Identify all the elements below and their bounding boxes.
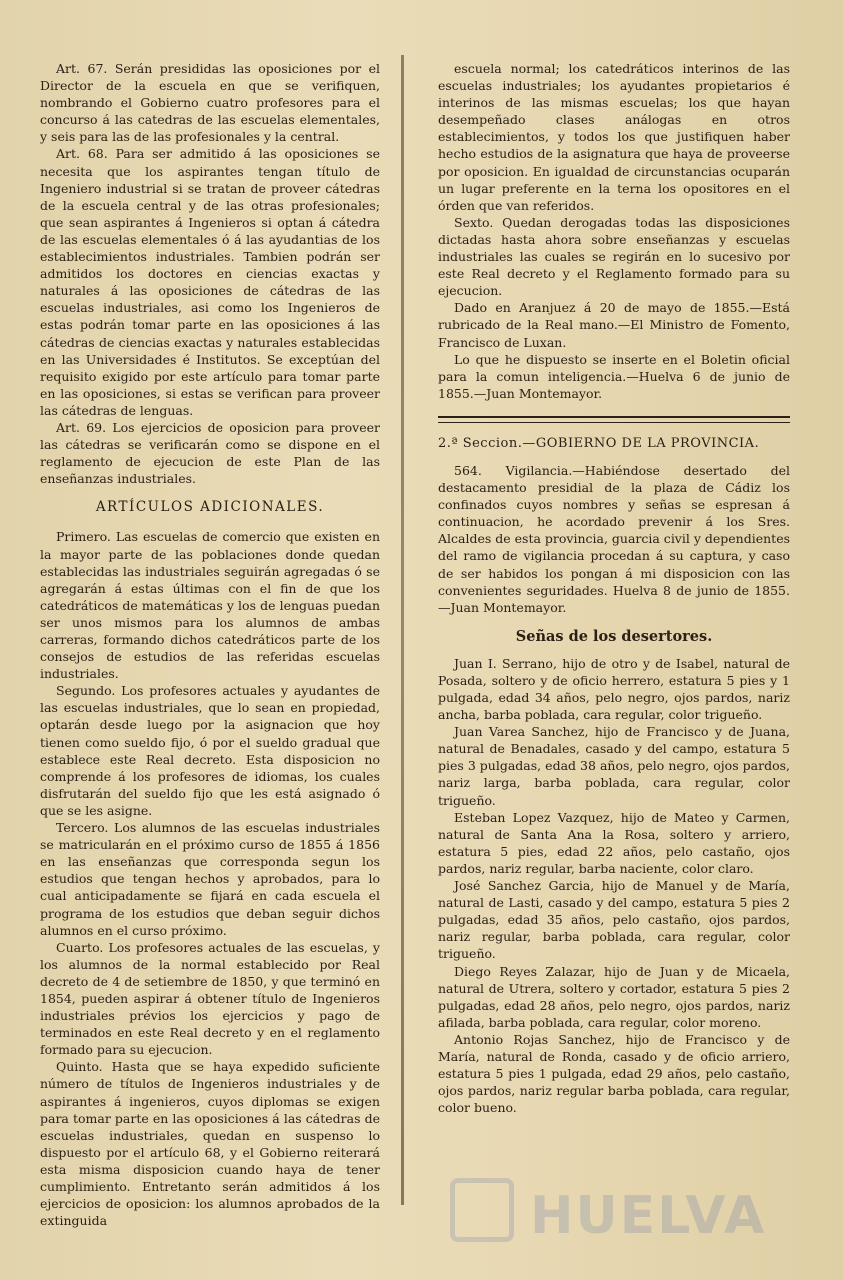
additional-third: Tercero. Los alumnos de las escuelas industriales se matricularán en el próximo curso de 1855 á 1856 en las enseñanzas que corresponda segun los estudios que tengan hechos y aprobados, para lo cual anticipadamente se fijará en cada escuela el programa de los estudios que deban seguir dichos alumnos en el curso próximo.	[40, 820, 380, 938]
sixth-article: Sexto. Quedan derogadas todas las disposiciones dictadas hasta ahora sobre enseñanzas y escuelas industriales las cuales se regirán en lo sucesivo por este Real decreto y el Reglamento formado para su ejecucion.	[438, 214, 790, 299]
deserter-entry: Esteban Lopez Vazquez, hijo de Mateo y Carmen, natural de Santa Ana la Rosa, soltero y arriero, estatura 5 pies, edad 22 años, pelo castaño, ojos pardos, nariz regular, barba naciente, color claro.	[438, 809, 790, 876]
deserter-entry: Antonio Rojas Sanchez, hijo de Francisco y de María, natural de Ronda, casado y de oficio arriero, estatura 5 pies 1 pulgada, edad 29 años, pelo castaño, ojos pardos, nariz regular barba poblada, cara regular, color bueno.	[438, 1031, 790, 1116]
additional-second: Segundo. Los profesores actuales y ayudantes de las escuelas industriales, que lo sean en propiedad, optarán desde luego por la asignacion que hoy tienen como sueldo fijo, ó por el sueldo gradual que establece este Real decreto. Esta disposicion no comprende á los profesores de idiomas, los cuales disfrutarán del sueldo fijo que les está asignado ó que se les asigne.	[40, 683, 380, 818]
continuation-paragraph: escuela normal; los catedráticos interinos de las escuelas industriales; los ayudantes propietarios é interinos de las mismas escuelas; los que hayan desempeñado clases análogas en otros establecimientos, y todos los que justifiquen haber hecho estudios de la asignatura que haya de proveerse por oposicion. En igualdad de circunstancias ocuparán un lugar preferente en la terna los opositores en el órden que van referidos.	[438, 61, 790, 213]
additional-first: Primero. Las escuelas de comercio que existen en la mayor parte de las poblaciones donde quedan establecidas las industriales seguirán agregadas ó se agregarán á estas últimas con el fin de que los catedráticos de matemáticas y los de lenguas puedan ser unos mismos para los alumnos de ambas carreras, formando dichos catedráticos parte de los consejos de estudios de las referidas escuelas industriales.	[40, 529, 380, 682]
watermark-logo-icon	[450, 1178, 514, 1242]
vigilancia-notice: 564. Vigilancia.—Habiéndose desertado del destacamento presidial de la plaza de Cádiz los confinados cuyos nombres y señas se espresan á continuacion, he acordado prevenir á los Sres. Alcaldes de esta provincia, guarcia civil y dependientes del ramo de vigilancia procedan á su captura, y caso de ser habidos los pongan á mi disposicion con las convenientes seguridades. Huelva 8 de junio de 1855.—Juan Montemayor.	[438, 462, 791, 615]
article-68: Art. 68. Para ser admitido á las oposiciones se necesita que los aspirantes tengan título de Ingeniero industrial si se tratan de proveer cátedras de la escuela central y de las otras profesionales; que sean aspirantes á Ingenieros si optan á cátedra de las escuelas elementales ó á las ayudantias de los establecimientos industriales. Tambien podrán ser admitidos los doctores en ciencias exactas y naturales á las oposiciones de cátedras de las escuelas industriales, asi como los Ingenieros de estas podrán tomar parte en las oposiciones á las cátedras de ciencias exactas y naturales establecidas en las Universidades é Institutos. Se exceptúan del requisito exigido por este artículo para tomar parte en las oposiciones, si estas se verifican para proveer las cátedras de lenguas.	[40, 146, 380, 418]
article-69: Art. 69. Los ejercicios de oposicion para proveer las cátedras se verificarán como se dispone en el reglamento de ejecucion de este Plan de las enseñanzas industriales.	[40, 419, 380, 487]
section-rule	[438, 416, 790, 423]
library-watermark	[440, 1168, 770, 1248]
additional-fifth: Quinto. Hasta que se haya expedido suficiente número de títulos de Ingenieros industriales y de aspirantes á ingenieros, cuyos diplomas se exigen para tomar parte en las oposiciones á las cátedras de escuelas industriales, quedan en suspenso lo dispuesto por el artículo 68, y el Gobierno reiterará esta misma disposicion cuando haya de tener cumplimiento. Entretanto serán admitidos á los ejercicios de oposicion: los alumnos aprobados de la extinguida	[40, 1059, 380, 1229]
additional-articles-heading: ARTÍCULOS ADICIONALES.	[95, 499, 325, 516]
deserters-title: Señas de los desertores.	[515, 627, 713, 645]
deserter-entry: José Sanchez Garcia, hijo de Manuel y de María, natural de Lasti, casado y del campo, estatura 5 pies 2 pulgadas, edad 35 años, pelo castaño, ojos pardos, nariz regular, barba poblada, cara regular, color trigueño.	[438, 878, 790, 962]
section-title: 2.ª Seccion.—GOBIERNO DE LA PROVINCIA.	[438, 435, 760, 451]
deserter-entry: Juan I. Serrano, hijo de otro y de Isabel, natural de Posada, soltero y de oficio herrero, estatura 5 pies y 1 pulgada, edad 34 años, pelo negro, ojos pardos, nariz ancha, barba poblada, cara regular, color trigueño.	[438, 655, 790, 723]
right-column	[438, 60, 790, 1116]
additional-fourth: Cuarto. Los profesores actuales de las escuelas, y los alumnos de la normal establecido por Real decreto de 4 de setiembre de 1850, y que terminó en 1854, pueden aspirar á obtener título de Ingenieros industriales prévios los ejercicios y pago de terminados en este Real decreto y en el reglamento formado para su ejecucion.	[40, 939, 380, 1058]
signature-decree: Dado en Aranjuez á 20 de mayo de 1855.—Está rubricado de la Real mano.—El Ministro de Fomento, Francisco de Luxan.	[438, 300, 790, 350]
column-divider	[401, 55, 404, 1205]
article-67: Art. 67. Serán presididas las oposiciones por el Director de la escuela en que se verifiquen, nombrando el Gobierno cuatro profesores para el concurso á las catedras de las escuelas elementales, y seis para las de las profesionales y la central.	[40, 61, 380, 145]
publication-order: Lo que he dispuesto se inserte en el Boletin oficial para la comun inteligencia.—Huelva 6 de junio de 1855.—Juan Montemayor.	[438, 351, 790, 401]
deserter-entry: Diego Reyes Zalazar, hijo de Juan y de Micaela, natural de Utrera, soltero y cortador, estatura 5 pies 2 pulgadas, edad 28 años, pelo negro, ojos pardos, nariz afilada, barba poblada, cara regular, color moreno.	[438, 963, 790, 1030]
watermark-text: HUELVA	[530, 1186, 767, 1246]
deserter-entry: Juan Varea Sanchez, hijo de Francisco y de Juana, natural de Benadales, casado y del campo, estatura 5 pies 3 pulgadas, edad 38 años, pelo negro, ojos pardos, nariz larga, barba poblada, cara regular, color trigueño.	[438, 724, 790, 808]
left-column	[40, 60, 380, 1229]
